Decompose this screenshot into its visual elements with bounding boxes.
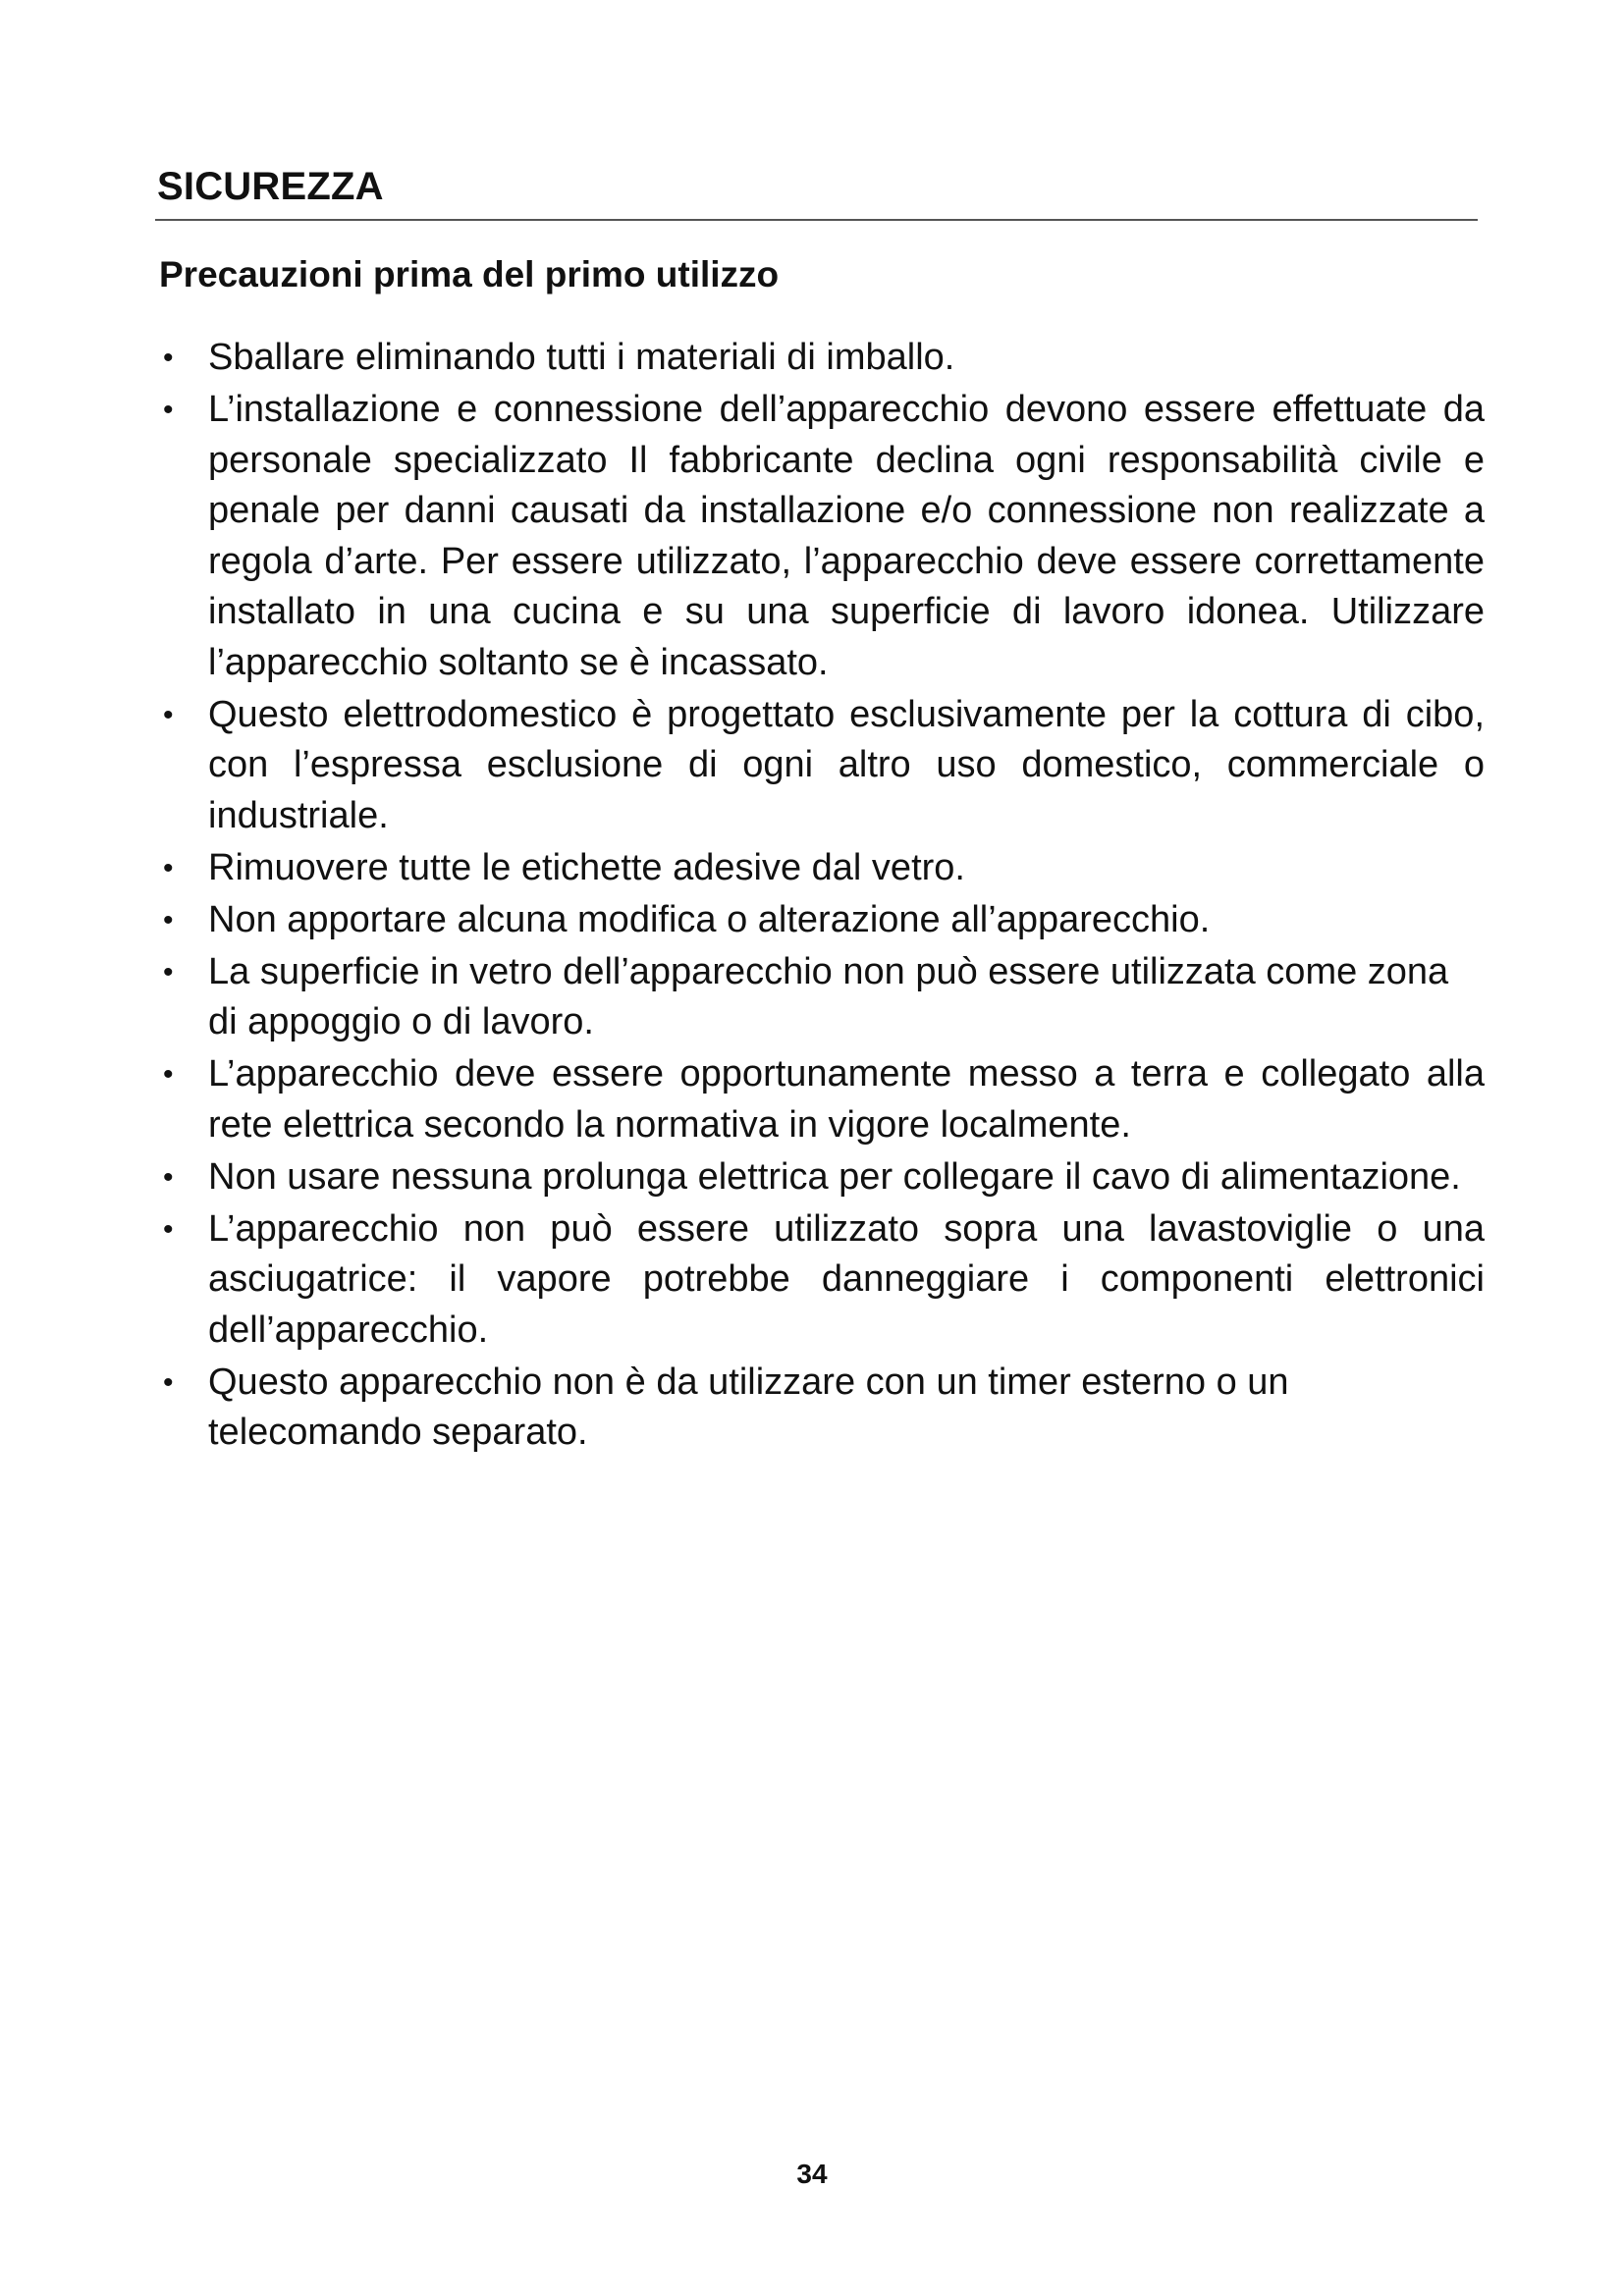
bullet-icon: • [163, 955, 174, 988]
bullet-icon: • [163, 1365, 174, 1399]
list-item-text: La superficie in vetro dell’apparecchio non può essere utilizzata come zona di appoggio o di lavoro. [208, 950, 1449, 1042]
list-item [159, 947, 1485, 1048]
bullet-icon: • [163, 1212, 174, 1246]
list-item-text: Rimuovere tutte le etichette adesive dal vetro. [208, 846, 965, 888]
list-item [159, 333, 1485, 384]
page-number: 34 [796, 2159, 828, 2189]
list-item-text: L’apparecchio deve essere opportunamente messo a terra e collegato alla rete elettrica secondo la normativa in vigore localmente. [208, 1053, 1485, 1146]
section-title: SICUREZZA [157, 165, 384, 208]
list-item [159, 690, 1485, 842]
list-item [159, 1152, 1485, 1203]
list-item [159, 1049, 1485, 1150]
list-item-text: Non usare nessuna prolunga elettrica per collegare il cavo di alimentazione. [208, 1155, 1461, 1198]
section-divider [155, 219, 1478, 221]
list-item-text: Sballare eliminando tutti i materiali di imballo. [208, 337, 955, 378]
list-item-text: Questo elettrodomestico è progettato esclusivamente per la cottura di cibo, con l’espressa esclusione di ogni altro uso domestico, commerciale o industriale. [208, 693, 1485, 836]
list-item-text: Questo apparecchio non è da utilizzare con un timer esterno o un telecomando separato. [208, 1361, 1289, 1453]
bullet-icon: • [163, 698, 174, 731]
list-item [159, 843, 1485, 894]
bullet-icon: • [163, 1160, 174, 1194]
list-item [159, 1204, 1485, 1357]
list-item-text: Non apportare alcuna modifica o alterazione all’apparecchio. [208, 898, 1211, 940]
bullet-icon: • [163, 851, 174, 884]
list-item [159, 385, 1485, 688]
list-item [159, 895, 1485, 946]
subsection-title: Precauzioni prima del primo utilizzo [159, 254, 780, 294]
bullet-icon: • [163, 1058, 174, 1091]
list-item [159, 1358, 1485, 1459]
bullet-icon: • [163, 394, 174, 426]
bullet-icon: • [163, 342, 174, 374]
precautions-list [159, 333, 1485, 1460]
bullet-icon: • [163, 903, 174, 936]
list-item-text: L’apparecchio non può essere utilizzato sopra una lavastoviglie o una asciugatrice: il vapore potrebbe danneggiare i componenti elettronici dell’apparecchio. [208, 1207, 1485, 1351]
list-item-text: L’installazione e connessione dell’apparecchio devono essere effettuate da personale specializzato Il fabbricante declina ogni responsabilità civile e penale per danni causati da installazione e/o connessione non realizzate a regola d’arte. Per essere utilizzato, l’apparecchio deve essere correttamente installato in una cucina e su una superficie di lavoro idonea. Utilizzare l’apparecchio soltanto se è incassato. [208, 389, 1485, 683]
